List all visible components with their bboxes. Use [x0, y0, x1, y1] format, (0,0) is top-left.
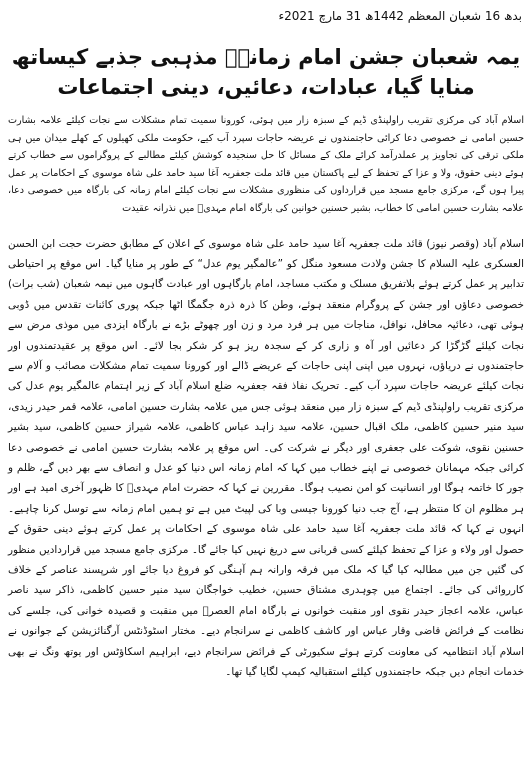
headline: یمہ شعبان جشن امام زمانہؑ مذہبی جذبے کیساتھ منایا گیا، عبادات، دعائیں، دینی اجتماعات: [11, 45, 521, 99]
lead-summary: اسلام آباد کی مرکزی تقریب راولپنڈی ڈیم کے سبزہ زار میں ہوئی، کورونا سمیت تمام مشکلات سے نجات کیلئے علامہ بشارت حسین امامی نے خصوصی دعا کرائی حاجتمندوں نے عریضہ حاجات سپرد آب کیے، حکومت ملکی کھیلوں کے کھلے میدان میں ہی ملکی ترقی کی تجاویز پر عملدرآمد کرائے ملک کے مسائل کا حل سنجیدہ کوشش کیلئے مطالبے کے پروگراموں سے خطاب کرتے ہوئے دینی حقوق، ولا و عزا کے تحفظ کے لیے پاکستان میں قائد ملت جعفریہ آغا سید حامد علی شاہ موسوی کے احکامات پر عمل پیرا ہوں گے، مرکزی جامع مسجد میں قرارداوں کی منظوری مشکلات سے نجات کیلئے امام زمانہ کی بارگاہ میں خصوصی دعا، علامہ بشارت حسین امامی کا خطاب، بشیر حسنین خوانین کی بارگاہ امام مہدیؑ میں نذرانہ عقیدت: [8, 115, 524, 214]
article-body: اسلام آباد (وقصر نیوز) قائد ملت جعفریہ آغا سید حامد علی شاہ موسوی کے اعلان کے مطابق حضرت حجت ابن الحسن العسکری علیہ السلام کا جشن ولادت مسعود منگل کو ”عالمگیر یوم عدل“ کے طور پر منایا گیا۔ اس موقع پر احتیاطی تدابیر پر عمل کرتے ہوئے بلاتفریق مسلک و مکتب مساجد، امام بارگاہوں اور عبادت گاہوں میں نیمہ شعبان (شب برات) خصوصی دعاؤں اور جشن کے پروگرام منعقد ہوئے، وطن کا ذرہ ذرہ جگمگا اٹھا جبکہ پوری کائنات تقدس میں ڈوبی ہوئی تھی، دعائیہ محافل، نوافل، مناجات میں ہر فرد مرد و زن اور چھوٹے بڑے نے بارگاہ ایزدی میں موذی مرض سے نجات کیلئے گڑگڑا کر دعائیں اور آہ و زاری کر کے سجدہ ریز ہو کر شکر بجا لائے۔ اس موقع پر عقیدتمندوں اور حاجتمندوں نے دریاؤں، نہروں میں اپنی اپنی حاجات کے عریضے ڈالے اور کورونا سمیت تمام مشکلات مصائب و آلام سے نجات کیلئے عریضہ حاجات سپرد آب کیے۔ تحریک نفاذ فقہ جعفریہ ضلع اسلام آباد کے زیر اہتمام عالمگیر یوم عدل کی مرکزی تقریب راولپنڈی ڈیم کے سبزہ زار میں منعقد ہوئی جس میں علامہ بشارت حسین امامی، علامہ قمر حیدر زیدی، سید منیر حسین کاظمی، ملک اقبال حسین، علامہ سید زاہد عباس کاظمی، علامہ شیراز حسین کاظمی، سید بشیر حسنین نقوی، شوکت علی جعفری اور دیگر نے شرکت کی۔ اس موقع پر علامہ بشارت حسین امامی نے خصوصی دعا کرائی جبکہ مہمانان خصوصی نے اپنے خطاب میں کہا کہ امام زمانہ اس دنیا کو عدل و انصاف سے بھر دیں گے، ظلم و جور کا خاتمہ ہوگا اور انسانیت کو امن نصیب ہوگا۔ مقررین نے کہا کہ حضرت امام مہدیؑ کا ظہور آخری امید ہے اور ہر مظلوم ان کا منتظر ہے، آج جب دنیا کورونا جیسی وبا کی لپیٹ میں ہے تو ہمیں امام زمانہ سے توسل کرنا چاہیے۔ انہوں نے کہا کہ قائد ملت جعفریہ آغا سید حامد علی شاہ موسوی کے احکامات پر عمل کرتے ہوئے دینی حقوق کے حصول اور ولاء و عزا کے تحفظ کیلئے کسی قربانی سے دریغ نہیں کیا جائے گا۔ مرکزی جامع مسجد میں قراردادیں منظور کی گئیں جن میں مطالبہ کیا گیا کہ ملک میں فرقہ وارانہ ہم آہنگی کو فروغ دیا جائے اور شرپسند عناصر کے خلاف کارروائی کی جائے۔ اجتماع میں چوہدری مشتاق حسین، خطیب خواجگان سید منیر حسین کاظمی، ذاکر سید ناصر عباس، علامہ اعجاز حیدر نقوی اور منقبت خوانوں نے بارگاہ امام العصرؑ میں منقبت و قصیدہ خوانی کی، جلسے کی نظامت کے فرائض قاضی وقار عباس اور کاشف کاظمی نے سرانجام دیے۔ مختار اسٹوڈنٹس آرگنائزیشن کے جوانوں نے اسلام آباد انتظامیہ کی معاونت کرتے ہوئے سکیورٹی کے فرائض سرانجام دیے، ابراہیم اسکاؤٹس اور یوتھ ونگ نے بھی خدمات انجام دیں جبکہ حاجتمندوں کیلئے استقبالیہ کیمپ لگایا گیا تھا۔: [8, 237, 524, 679]
dateline: بدھ 16 شعبان المعظم 1442ھ 31 مارچ 2021ء: [278, 9, 522, 23]
